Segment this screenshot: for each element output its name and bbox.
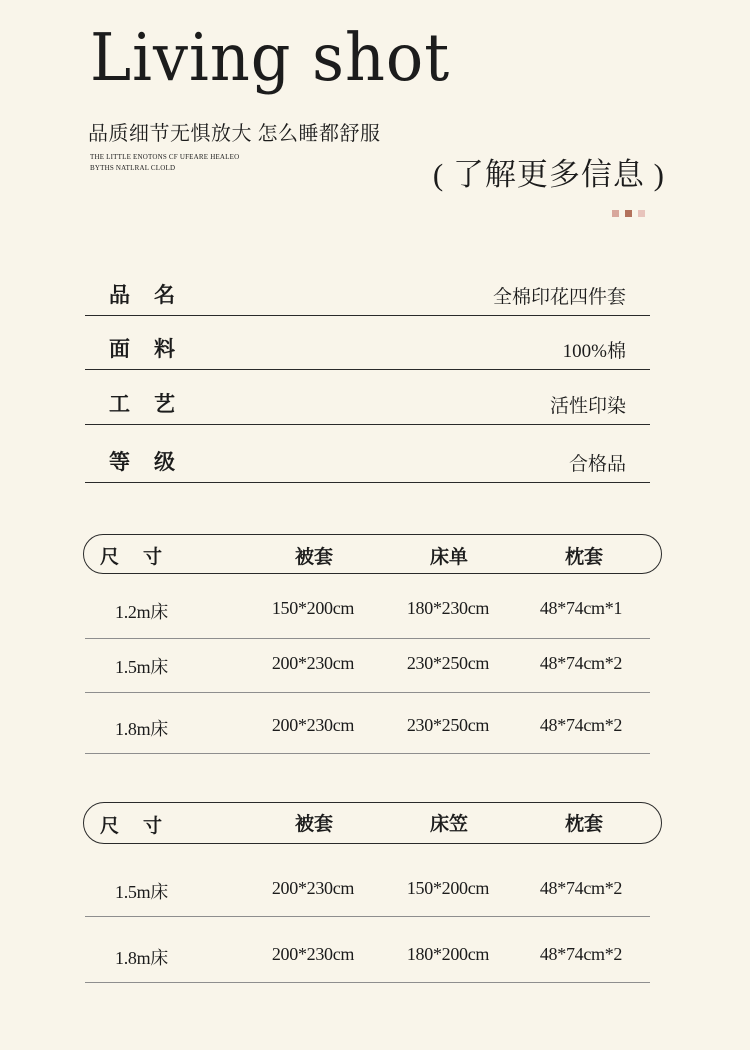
decorative-dots	[612, 210, 645, 217]
table-cell: 48*74cm*2	[539, 715, 623, 735]
tagline-line-1: THE LITTLE ENOTONS CF UFEARE HEALEO	[90, 153, 240, 161]
header-fitted-sheet: 床笠	[429, 813, 468, 835]
table-cell: 1.8m床	[115, 948, 169, 968]
table-cell: 48*74cm*1	[539, 598, 623, 618]
table-row	[85, 692, 650, 754]
header-sheet: 床单	[429, 546, 468, 568]
header-size: 尺寸	[100, 546, 187, 568]
table-cell: 200*230cm	[271, 653, 355, 673]
dot-icon	[638, 210, 645, 217]
header-pillowcase: 枕套	[564, 813, 603, 835]
table-cell: 180*200cm	[406, 944, 490, 964]
spec-value: 全棉印花四件套	[492, 287, 626, 308]
spec-value: 活性印染	[549, 396, 626, 417]
table-cell: 230*250cm	[406, 653, 490, 673]
table-cell: 1.5m床	[115, 657, 169, 677]
spec-label: 面料	[109, 336, 199, 361]
spec-row-fabric	[85, 315, 650, 370]
size-table-1-header	[83, 534, 662, 574]
table-cell: 150*200cm	[271, 598, 355, 618]
table-cell: 150*200cm	[406, 878, 490, 898]
slogan: 品质细节无惧放大 怎么睡都舒服	[88, 123, 381, 145]
table-row	[85, 860, 650, 917]
header-duvet: 被套	[294, 813, 333, 835]
table-cell: 200*230cm	[271, 944, 355, 964]
tagline-line-2: BYTHS NATLRAL CLOLD	[90, 164, 176, 172]
header-duvet: 被套	[294, 546, 333, 568]
table-cell: 180*230cm	[406, 598, 490, 618]
dot-icon	[625, 210, 632, 217]
header-size: 尺寸	[100, 815, 187, 837]
table-row	[85, 638, 650, 693]
table-cell: 230*250cm	[406, 715, 490, 735]
table-cell: 1.5m床	[115, 882, 169, 902]
header-pillowcase: 枕套	[564, 546, 603, 568]
spec-label: 等级	[109, 449, 199, 474]
table-cell: 200*230cm	[271, 878, 355, 898]
dot-icon	[612, 210, 619, 217]
spec-row-craft	[85, 370, 650, 425]
tagline	[90, 152, 239, 174]
brand-title: Living shot	[90, 19, 451, 96]
spec-label: 工艺	[109, 391, 199, 416]
spec-row-name	[85, 261, 650, 316]
more-info-link[interactable]: ( 了解更多信息 )	[432, 157, 665, 192]
table-cell: 48*74cm*2	[539, 878, 623, 898]
spec-value: 合格品	[568, 454, 626, 475]
table-cell: 200*230cm	[271, 715, 355, 735]
table-row	[85, 590, 650, 639]
spec-value: 100%棉	[562, 341, 626, 362]
table-row	[85, 916, 650, 983]
table-cell: 48*74cm*2	[539, 944, 623, 964]
spec-label: 品名	[109, 282, 199, 307]
table-cell: 48*74cm*2	[539, 653, 623, 673]
size-table-2-header	[83, 802, 662, 844]
table-cell: 1.8m床	[115, 719, 169, 739]
table-cell: 1.2m床	[115, 602, 169, 622]
spec-row-grade	[85, 428, 650, 483]
